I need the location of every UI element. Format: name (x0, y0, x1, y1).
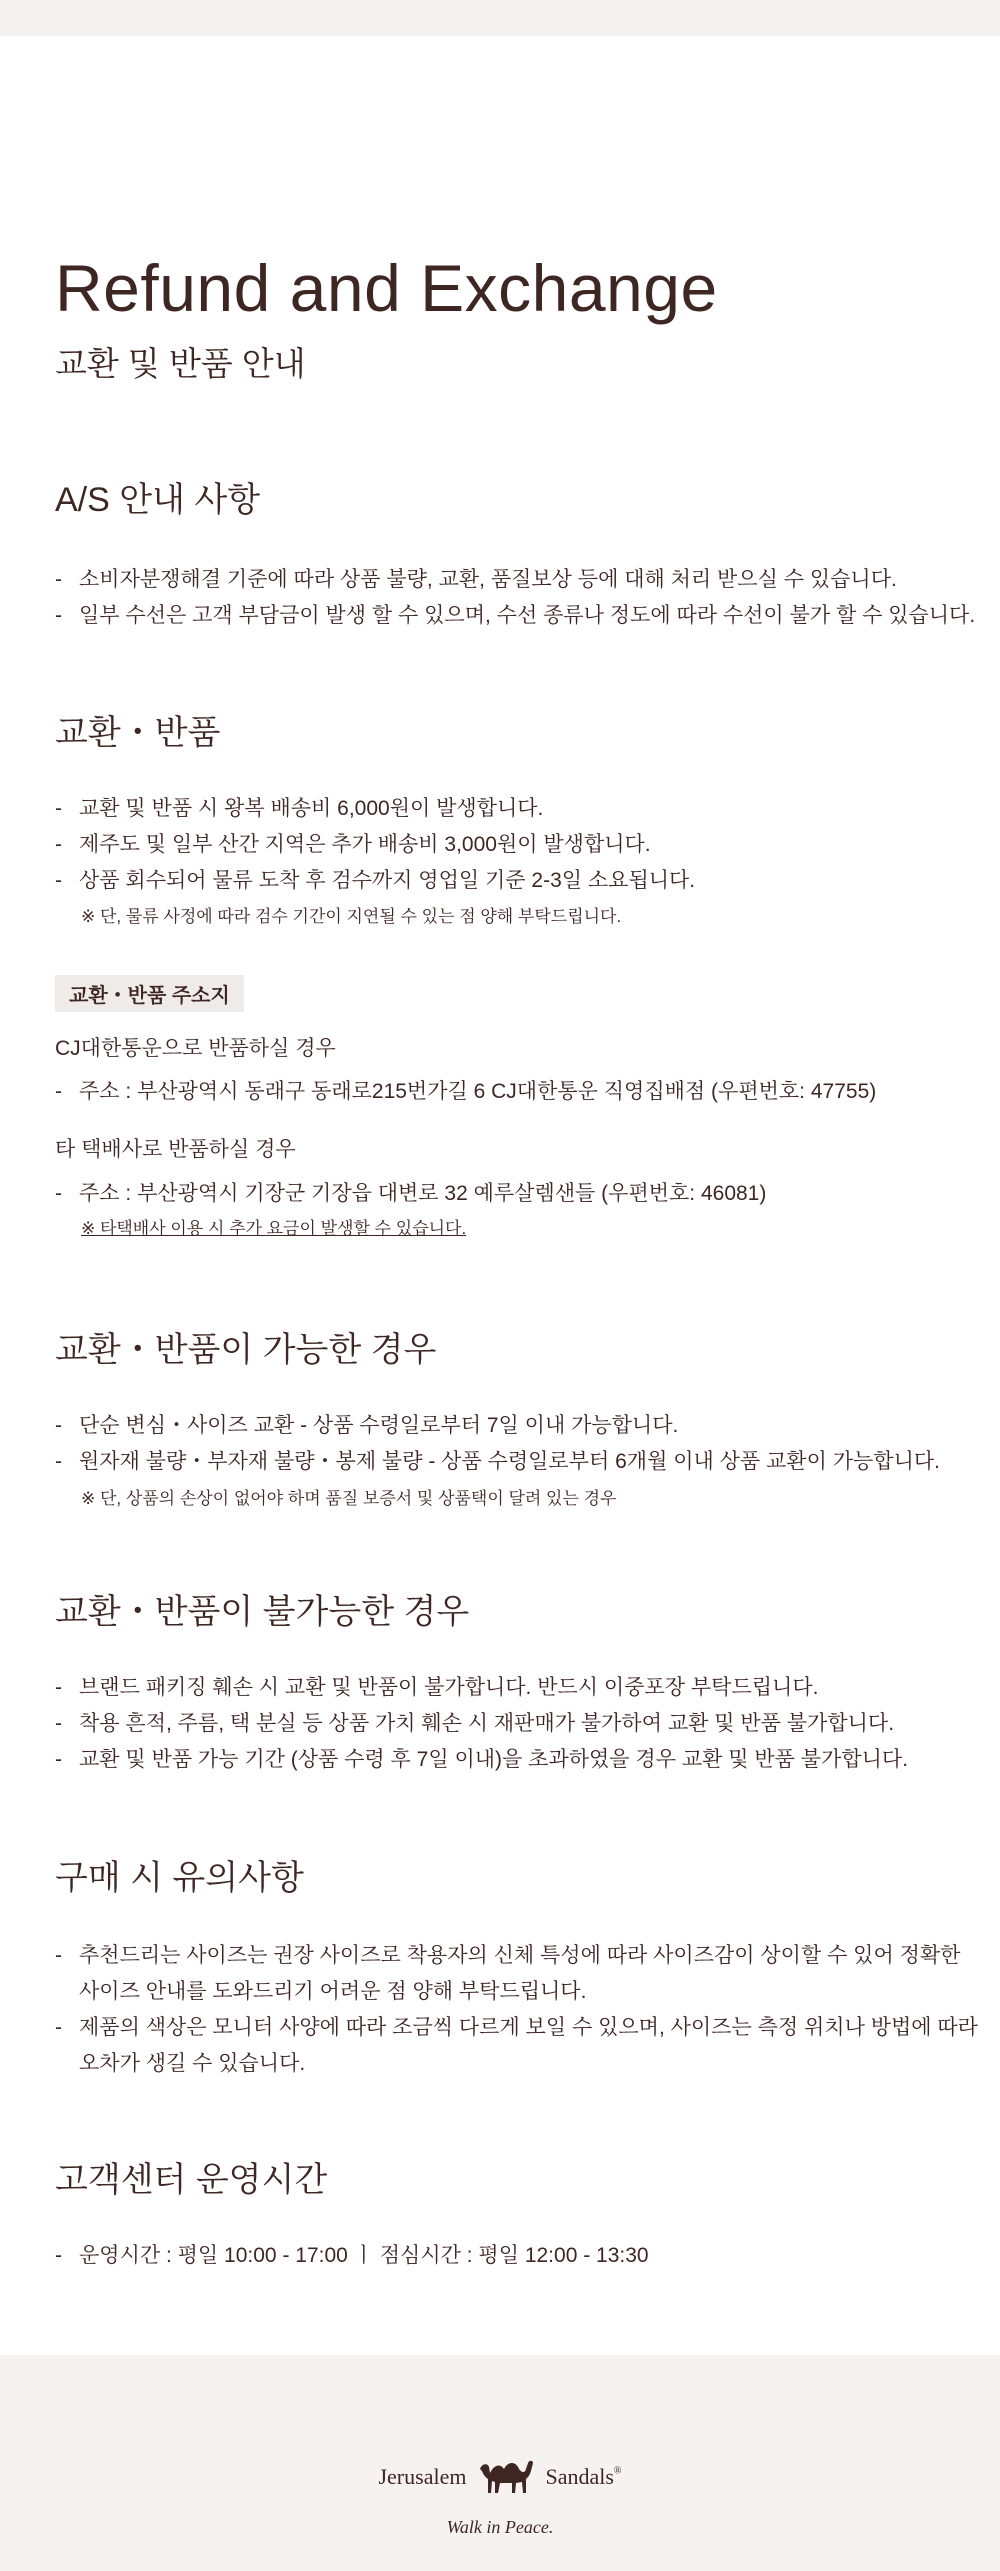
purchase-section-title: 구매 시 유의사항 (55, 1859, 304, 1897)
footer (0, 2355, 1000, 2571)
camel-icon (476, 2455, 536, 2499)
cj-address-list (55, 1074, 876, 1110)
as-section-title: A/S 안내 사항 (55, 481, 261, 519)
logo-word-left: Jerusalem (378, 2464, 467, 2489)
possible-list (55, 1408, 940, 1480)
list-item: - 제주도 및 일부 산간 지역은 추가 배송비 3,000원이 발생합니다. (55, 827, 695, 863)
exchange-note: ※ 단, 물류 사정에 따라 검수 기간이 지연될 수 있는 점 양해 부탁드립니다. (81, 907, 622, 926)
list-item: - 교환 및 반품 시 왕복 배송비 6,000원이 발생합니다. (55, 791, 695, 827)
address-badge: 교환・반품 주소지 (55, 975, 244, 1012)
list-item: - 상품 회수되어 물류 도착 후 검수까지 영업일 기준 2-3일 소요됩니다. (55, 863, 695, 899)
list-item: - 제품의 색상은 모니터 사양에 따라 조금씩 다르게 보일 수 있으며, 사이즈는 측정 위치나 방법에 따라 오차가 생길 수 있습니다. (55, 2010, 979, 2082)
other-address-list (55, 1176, 766, 1212)
exchange-list (55, 791, 695, 899)
tagline: Walk in Peace. (446, 2517, 554, 2537)
other-courier-label: 타 택배사로 반품하실 경우 (55, 1138, 296, 1161)
purchase-list (55, 1938, 979, 2082)
cj-address: - 주소 : 부산광역시 동래구 동래로215번가길 6 CJ대한통운 직영집배점 (우편번호: 47755) (55, 1074, 876, 1110)
as-list (55, 562, 975, 634)
top-band (0, 0, 1000, 36)
cs-section-title: 고객센터 운영시간 (55, 2161, 328, 2199)
registered-mark: ® (613, 2465, 622, 2477)
exchange-section-title: 교환・반품 (55, 714, 221, 752)
cs-list (55, 2238, 649, 2274)
page-title: Refund and Exchange (55, 251, 718, 325)
list-item: - 소비자분쟁해결 기준에 따라 상품 불량, 교환, 품질보상 등에 대해 처리 받으실 수 있습니다. (55, 562, 975, 598)
list-item: - 운영시간 : 평일 10:00 - 17:00 ㅣ 점심시간 : 평일 12:00 - 13:30 (55, 2238, 649, 2274)
list-item: - 교환 및 반품 가능 기간 (상품 수령 후 7일 이내)을 초과하였을 경우 교환 및 반품 불가합니다. (55, 1742, 908, 1778)
possible-note: ※ 단, 상품의 손상이 없어야 하며 품질 보증서 및 상품택이 달려 있는 경우 (81, 1489, 617, 1508)
possible-section-title: 교환・반품이 가능한 경우 (55, 1331, 437, 1369)
list-item: - 추천드리는 사이즈는 권장 사이즈로 착용자의 신체 특성에 따라 사이즈감이 상이할 수 있어 정확한 사이즈 안내를 도와드리기 어려운 점 양해 부탁드립니다. (55, 1938, 979, 2010)
other-address: - 주소 : 부산광역시 기장군 기장읍 대변로 32 예루살렘샌들 (우편번호: 46081) (55, 1176, 766, 1212)
cj-label: CJ대한통운으로 반품하실 경우 (55, 1037, 336, 1060)
brand-logo (0, 2455, 1000, 2499)
list-item: - 착용 흔적, 주름, 택 분실 등 상품 가치 훼손 시 재판매가 불가하여 교환 및 반품 불가합니다. (55, 1706, 908, 1742)
impossible-section-title: 교환・반품이 불가능한 경우 (55, 1593, 470, 1631)
list-item: - 원자재 불량・부자재 불량・봉제 불량 - 상품 수령일로부터 6개월 이내 상품 교환이 가능합니다. (55, 1444, 940, 1480)
impossible-list (55, 1670, 908, 1778)
list-item: - 일부 수선은 고객 부담금이 발생 할 수 있으며, 수선 종류나 정도에 따라 수선이 불가 할 수 있습니다. (55, 598, 975, 634)
page-subtitle: 교환 및 반품 안내 (55, 345, 306, 382)
other-courier-note: ※ 타택배사 이용 시 추가 요금이 발생할 수 있습니다. (81, 1219, 467, 1238)
logo-word-right: Sandals (545, 2464, 614, 2489)
list-item: - 브랜드 패키징 훼손 시 교환 및 반품이 불가합니다. 반드시 이중포장 부탁드립니다. (55, 1670, 908, 1706)
list-item: - 단순 변심・사이즈 교환 - 상품 수령일로부터 7일 이내 가능합니다. (55, 1408, 940, 1444)
